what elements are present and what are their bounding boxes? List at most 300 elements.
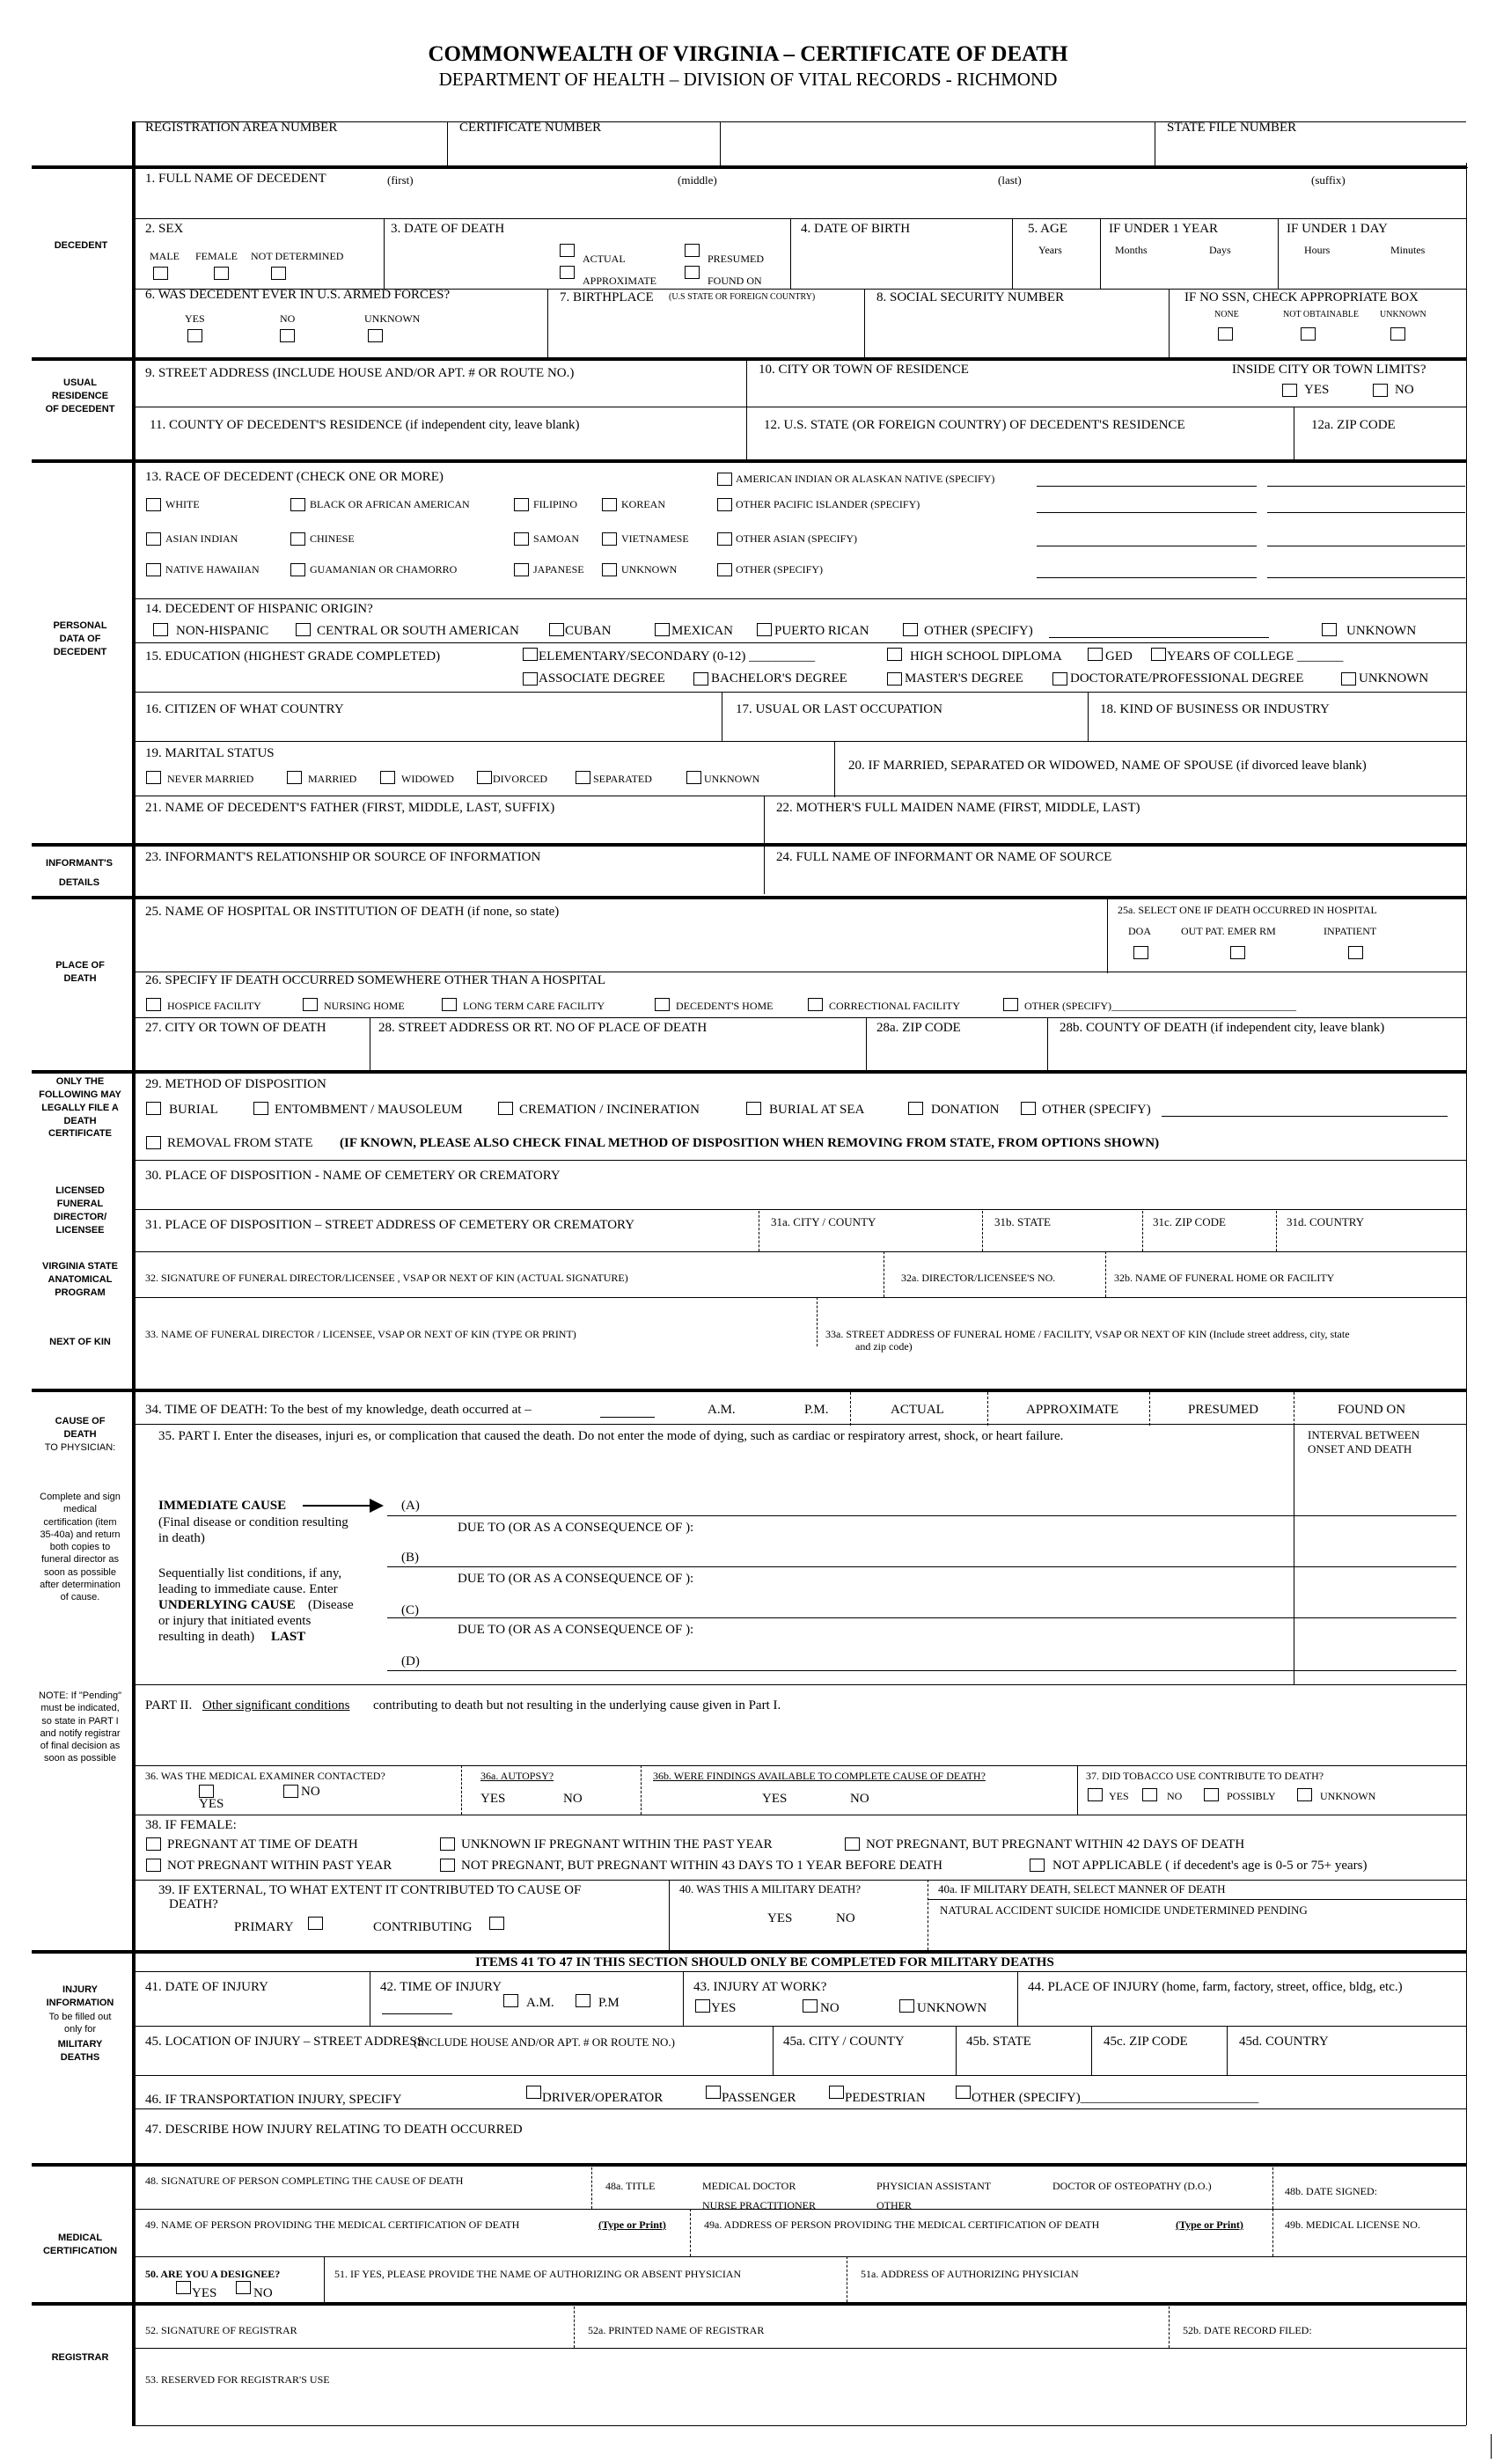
field-28a-label: 28a. ZIP CODE <box>876 1021 961 1035</box>
field-46-label: 46. IF TRANSPORTATION INJURY, SPECIFY <box>145 2093 402 2107</box>
injury-pm-label: P.M <box>598 1996 620 2010</box>
last-label: LAST <box>271 1630 306 1644</box>
race-other-checkbox[interactable] <box>717 563 732 576</box>
armed-yes-label: YES <box>185 312 205 325</box>
injury-time-divider <box>683 1971 684 2026</box>
marital-widowed-checkbox[interactable] <box>380 771 395 784</box>
race-other-pacific-checkbox[interactable] <box>717 498 732 511</box>
field-32a-label: 32a. DIRECTOR/LICENSEE'S NO. <box>901 1272 1056 1284</box>
race-japanese-checkbox[interactable] <box>514 563 529 576</box>
transport-driver-checkbox[interactable] <box>526 2086 541 2099</box>
race-native-hawaiian-checkbox[interactable] <box>146 563 161 576</box>
marital-married-checkbox[interactable] <box>287 771 302 784</box>
row-2-line <box>132 218 1466 219</box>
side-label-virginia: VIRGINIA STATE ANATOMICAL PROGRAM <box>42 1261 118 1298</box>
occupation-divider <box>1088 692 1089 741</box>
hospital-doa-checkbox[interactable] <box>1133 946 1148 959</box>
place-long-term-checkbox[interactable] <box>442 998 457 1011</box>
field-20-label: 20. IF MARRIED, SEPARATED OR WIDOWED, NAME OF SPOUSE (if divorced leave blank) <box>848 759 1367 773</box>
field-7-hint: (U.S STATE OR FOREIGN COUNTRY) <box>669 292 816 302</box>
ssn-unknown-label: UNKNOWN <box>1380 310 1426 319</box>
hispanic-other-label: OTHER (SPECIFY) <box>924 624 1033 638</box>
field-28-label: 28. STREET ADDRESS OR RT. NO OF PLACE OF DEATH <box>378 1021 708 1035</box>
female-42-label: NOT PREGNANT, BUT PREGNANT WITHIN 42 DAYS OF DEATH <box>866 1837 1245 1852</box>
dod-approximate-checkbox[interactable] <box>560 266 575 279</box>
field-13-label: 13. RACE OF DECEDENT (CHECK ONE OR MORE) <box>145 470 444 484</box>
personal-top-line <box>32 459 1466 463</box>
edu-unknown-checkbox[interactable] <box>1341 672 1356 686</box>
field-35-label: 35. PART I. Enter the diseases, injuri es, or complication that caused the death. Do not enter the mode of dying, such as cardiac or respiratory arrest, shock, or heart failure. <box>158 1429 1064 1443</box>
tobacco-yes-label: YES <box>1109 1790 1129 1802</box>
field-31a-label: 31a. CITY / COUNTY <box>771 1215 876 1228</box>
work-no-label: NO <box>820 2001 840 2015</box>
field-38-label: 38. IF FEMALE: <box>145 1818 237 1832</box>
age-divider <box>1100 218 1101 289</box>
inside-city-yes-checkbox[interactable] <box>1282 384 1297 397</box>
ssn-none-label: NONE <box>1214 310 1239 319</box>
edu-college-checkbox[interactable] <box>1151 648 1166 661</box>
side-label-residence: USUAL RESIDENCE OF DECEDENT <box>45 378 115 414</box>
dod-actual-label: ACTUAL <box>583 253 626 265</box>
work-no-checkbox[interactable] <box>803 1999 818 2013</box>
edu-college-label: YEARS OF COLLEGE _______ <box>1167 649 1344 664</box>
row-27-line <box>132 1017 1466 1018</box>
field-50-label: 50. ARE YOU A DESIGNEE? <box>145 2268 281 2280</box>
side-label-disposition: ONLY THE FOLLOWING MAY LEGALLY FILE A DEATH CERTIFICATE <box>39 1076 121 1140</box>
field-37-label: 37. DID TOBACCO USE CONTRIBUTE TO DEATH? <box>1086 1770 1324 1782</box>
disp-removal-checkbox[interactable] <box>146 1136 161 1149</box>
informant-top-line <box>32 843 1466 847</box>
hispanic-unknown-checkbox[interactable] <box>1322 623 1337 636</box>
field-34-label: 34. TIME OF DEATH: To the best of my knowledge, death occurred at – <box>145 1403 532 1417</box>
state-file-number-label: STATE FILE NUMBER <box>1167 121 1297 135</box>
disp-burial-checkbox[interactable] <box>146 1102 161 1115</box>
field-24-label: 24. FULL NAME OF INFORMANT OR NAME OF SOURCE <box>776 850 1112 864</box>
field-42-label: 42. TIME OF INJURY <box>380 1980 502 1994</box>
armed-yes-checkbox[interactable] <box>187 329 202 342</box>
hispanic-cuban-label: CUBAN <box>565 624 612 638</box>
field-10-label: 10. CITY OR TOWN OF RESIDENCE <box>759 363 969 377</box>
marital-separated-checkbox[interactable] <box>576 771 590 784</box>
frame-left-line <box>132 121 136 2425</box>
female-42-checkbox[interactable] <box>845 1837 860 1851</box>
marital-divorced-checkbox[interactable] <box>477 771 492 784</box>
female-unknown-checkbox[interactable] <box>440 1837 455 1851</box>
disp-cremation-label: CREMATION / INCINERATION <box>519 1103 700 1117</box>
edu-unknown-label: UNKNOWN <box>1359 671 1429 686</box>
cause-d-label: (D) <box>401 1654 420 1668</box>
under-year-label: IF UNDER 1 YEAR <box>1109 222 1219 236</box>
dod-actual-checkbox[interactable] <box>560 244 575 257</box>
edu-ged-label: GED <box>1105 649 1133 664</box>
edu-elementary-checkbox[interactable] <box>523 648 538 661</box>
field-47-label: 47. DESCRIBE HOW INJURY RELATING TO DEATH OCCURRED <box>145 2123 523 2137</box>
row-16-line <box>132 692 1466 693</box>
me-yes-checkbox[interactable] <box>199 1785 214 1798</box>
sex-not-determined-checkbox[interactable] <box>271 267 286 280</box>
top-divider-2 <box>720 121 721 167</box>
due-to-1: DUE TO (OR AS A CONSEQUENCE OF ): <box>458 1521 694 1535</box>
street-death-divider <box>866 1017 867 1070</box>
field-15-label: 15. EDUCATION (HIGHEST GRADE COMPLETED) <box>145 649 441 664</box>
race-black-checkbox[interactable] <box>290 498 305 511</box>
edu-high-school-checkbox[interactable] <box>887 648 902 661</box>
hispanic-other-checkbox[interactable] <box>903 623 918 636</box>
residence-top-line <box>32 357 1466 361</box>
designee-no-checkbox[interactable] <box>236 2281 251 2294</box>
external-contributing-checkbox[interactable] <box>489 1917 504 1930</box>
place-hospice-label: HOSPICE FACILITY <box>167 1000 261 1012</box>
field-33a-label-2: and zip code) <box>855 1340 913 1353</box>
disp-donation-label: DONATION <box>931 1103 1000 1117</box>
race-american-indian-checkbox[interactable] <box>717 473 732 486</box>
row-50-line <box>132 2256 1466 2257</box>
race-white-checkbox[interactable] <box>146 498 161 511</box>
race-korean-checkbox[interactable] <box>602 498 617 511</box>
female-na-checkbox[interactable] <box>1030 1859 1045 1872</box>
sequence-note-3: (Disease <box>308 1598 354 1612</box>
tod-am-label: A.M. <box>708 1403 736 1417</box>
race-white-label: WHITE <box>165 498 200 510</box>
page-edge-mark <box>1491 2434 1492 2459</box>
ssn-none-checkbox[interactable] <box>1218 327 1233 341</box>
armed-unknown-label: UNKNOWN <box>364 312 421 325</box>
place-correctional-label: CORRECTIONAL FACILITY <box>829 1000 960 1012</box>
injury-am-label: A.M. <box>526 1996 554 2010</box>
race-other-label: OTHER (SPECIFY) <box>736 563 824 576</box>
autopsy-no-label: NO <box>563 1792 583 1806</box>
disp-city-divider <box>982 1211 983 1251</box>
female-pregnant-checkbox[interactable] <box>146 1837 161 1851</box>
marital-separated-label: SEPARATED <box>593 773 652 785</box>
field-44-label: 44. PLACE OF INJURY (home, farm, factory, street, office, bldg, etc.) <box>1028 1980 1403 1994</box>
immediate-note-1: (Final disease or condition resulting <box>158 1515 348 1529</box>
fd-name-divider <box>817 1297 818 1346</box>
ssn-not-obtainable-checkbox[interactable] <box>1301 327 1316 341</box>
field-51a-label: 51a. ADDRESS OF AUTHORIZING PHYSICIAN <box>861 2268 1079 2280</box>
row-47-line <box>132 2108 1466 2109</box>
armed-unknown-checkbox[interactable] <box>368 329 383 342</box>
injury-top-line <box>32 1950 1466 1954</box>
field-4-label: 4. DATE OF BIRTH <box>801 222 911 236</box>
tod-actual-label: ACTUAL <box>891 1403 944 1417</box>
disp-entombment-checkbox[interactable] <box>253 1102 268 1115</box>
cause-top-line <box>32 1389 1466 1392</box>
disposition-top-line <box>32 1070 1466 1074</box>
external-divider <box>669 1880 670 1950</box>
transport-passenger-label: PASSENGER <box>722 2091 796 2105</box>
tod-divider-2 <box>987 1392 988 1426</box>
sex-female-checkbox[interactable] <box>214 267 229 280</box>
cause-b-line <box>387 1566 1456 1567</box>
hispanic-puerto-label: PUERTO RICAN <box>774 624 869 638</box>
field-33-label: 33. NAME OF FUNERAL DIRECTOR / LICENSEE, VSAP OR NEXT OF KIN (TYPE OR PRINT) <box>145 1328 576 1340</box>
race-black-label: BLACK OR AFRICAN AMERICAN <box>310 498 470 510</box>
dod-found-on-checkbox[interactable] <box>685 266 700 279</box>
side-label-cause: CAUSE OF DEATH <box>55 1416 106 1440</box>
designee-divider <box>324 2256 325 2302</box>
place-home-checkbox[interactable] <box>655 998 670 1011</box>
ssn-not-obtainable-label: NOT OBTAINABLE <box>1283 310 1359 319</box>
findings-yes-label: YES <box>762 1792 788 1806</box>
licensee-divider <box>1105 1251 1106 1297</box>
due-to-2: DUE TO (OR AS A CONSEQUENCE OF ): <box>458 1572 694 1586</box>
field-33a-label: 33a. STREET ADDRESS OF FUNERAL HOME / FACILITY, VSAP OR NEXT OF KIN (Include street address, city, state <box>825 1328 1350 1340</box>
hispanic-central-checkbox[interactable] <box>296 623 311 636</box>
field-45-label: 45. LOCATION OF INJURY – STREET ADDRESS <box>145 2035 425 2049</box>
me-no-checkbox[interactable] <box>283 1785 298 1798</box>
edu-associate-checkbox[interactable] <box>523 672 538 686</box>
hispanic-non-checkbox[interactable] <box>153 623 168 636</box>
race-vietnamese-checkbox[interactable] <box>602 532 617 546</box>
tod-presumed-label: PRESUMED <box>1188 1403 1259 1417</box>
hispanic-mexican-checkbox[interactable] <box>655 623 670 636</box>
name-first-hint: (first) <box>387 173 414 187</box>
due-to-3: DUE TO (OR AS A CONSEQUENCE OF ): <box>458 1623 694 1637</box>
certificate-number-label: CERTIFICATE NUMBER <box>459 121 602 135</box>
medical-top-line <box>32 2163 1466 2167</box>
field-25a-label: 25a. SELECT ONE IF DEATH OCCURRED IN HOSPITAL <box>1118 904 1377 916</box>
disp-zip-divider <box>1276 1211 1277 1251</box>
edu-doctorate-checkbox[interactable] <box>1052 672 1067 686</box>
race-unknown-label: UNKNOWN <box>621 563 678 576</box>
part2-underlined: Other significant conditions <box>202 1698 350 1712</box>
informant-divider <box>764 843 765 894</box>
row-45-line <box>132 2026 1466 2027</box>
field-49a-label: 49a. ADDRESS OF PERSON PROVIDING THE MEDICAL CERTIFICATION OF DEATH <box>704 2218 1100 2231</box>
race-chinese-label: CHINESE <box>310 532 355 545</box>
tobacco-possibly-checkbox[interactable] <box>1204 1788 1219 1801</box>
sequence-note-2: leading to immediate cause. Enter <box>158 1582 338 1596</box>
race-filipino-checkbox[interactable] <box>514 498 529 511</box>
designee-yes-checkbox[interactable] <box>176 2281 191 2294</box>
arrow-icon <box>370 1499 384 1513</box>
disp-donation-checkbox[interactable] <box>908 1102 923 1115</box>
sequence-note-1: Sequentially list conditions, if any, <box>158 1566 342 1580</box>
field-45d-label: 45d. COUNTRY <box>1239 2035 1329 2049</box>
marital-unknown-label: UNKNOWN <box>704 773 760 785</box>
hospital-inpatient-checkbox[interactable] <box>1348 946 1363 959</box>
work-unknown-checkbox[interactable] <box>899 1999 914 2013</box>
part2-label: PART II. <box>145 1698 193 1712</box>
field-52-label: 52. SIGNATURE OF REGISTRAR <box>145 2324 297 2336</box>
race-other-asian-checkbox[interactable] <box>717 532 732 546</box>
dod-presumed-checkbox[interactable] <box>685 244 700 257</box>
title-md-label: MEDICAL DOCTOR <box>702 2180 796 2192</box>
field-36-label: 36. WAS THE MEDICAL EXAMINER CONTACTED? <box>145 1770 385 1782</box>
field-39-label-2: DEATH? <box>169 1897 218 1911</box>
side-label-cause-to: TO PHYSICIAN: <box>44 1442 116 1453</box>
ssn-unknown-checkbox[interactable] <box>1390 327 1405 341</box>
race-asian-indian-checkbox[interactable] <box>146 532 161 546</box>
loc-street-divider <box>773 2026 774 2075</box>
row-39-line <box>132 1880 1466 1881</box>
me-no-label: NO <box>301 1785 320 1799</box>
field-19-label: 19. MARITAL STATUS <box>145 746 275 760</box>
place-correctional-checkbox[interactable] <box>808 998 823 1011</box>
no-ssn-label: IF NO SSN, CHECK APPROPRIATE BOX <box>1184 290 1419 304</box>
field-22-label: 22. MOTHER'S FULL MAIDEN NAME (FIRST, MIDDLE, LAST) <box>776 801 1140 815</box>
me-yes-label: YES <box>199 1797 224 1811</box>
disp-state-divider <box>1142 1211 1143 1251</box>
field-40-label: 40. WAS THIS A MILITARY DEATH? <box>679 1882 862 1896</box>
cert-name-divider <box>690 2209 691 2256</box>
race-samoan-label: SAMOAN <box>533 532 580 545</box>
field-8-label: 8. SOCIAL SECURITY NUMBER <box>876 290 1065 304</box>
external-primary-checkbox[interactable] <box>308 1917 323 1930</box>
race-unknown-checkbox[interactable] <box>602 563 617 576</box>
side-label-personal: PERSONAL DATA OF DECEDENT <box>53 620 107 657</box>
autopsy-yes-label: YES <box>480 1792 506 1806</box>
edu-master-checkbox[interactable] <box>887 672 902 686</box>
field-45a-label: 45a. CITY / COUNTY <box>783 2035 905 2049</box>
race-guamanian-checkbox[interactable] <box>290 563 305 576</box>
female-not-year-label: NOT PREGNANT WITHIN PAST YEAR <box>167 1859 392 1873</box>
field-7-label: 7. BIRTHPLACE <box>560 290 654 304</box>
hispanic-other-line <box>1049 637 1269 638</box>
edu-elementary-label: ELEMENTARY/SECONDARY (0-12) __________ <box>539 649 816 664</box>
side-note-injury: To be filled out only for <box>48 2012 112 2035</box>
inside-city-no-checkbox[interactable] <box>1373 384 1388 397</box>
transport-passenger-checkbox[interactable] <box>706 2086 721 2099</box>
race-native-hawaiian-label: NATIVE HAWAIIAN <box>165 563 260 576</box>
field-51-label: 51. IF YES, PLEASE PROVIDE THE NAME OF AUTHORIZING OR ABSENT PHYSICIAN <box>334 2268 742 2280</box>
loc-state-divider <box>1091 2026 1092 2075</box>
tobacco-no-label: NO <box>1167 1790 1183 1802</box>
dob-divider <box>1012 218 1013 289</box>
marital-widowed-label: WIDOWED <box>401 773 454 785</box>
injury-pm-checkbox[interactable] <box>576 1994 590 2007</box>
disp-cremation-checkbox[interactable] <box>498 1102 513 1115</box>
time-of-death-line <box>600 1417 655 1418</box>
loc-zip-divider <box>1227 2026 1228 2075</box>
interval-label: INTERVAL BETWEEN <box>1308 1428 1420 1441</box>
place-nursing-checkbox[interactable] <box>303 998 318 1011</box>
transport-pedestrian-checkbox[interactable] <box>829 2086 844 2099</box>
hispanic-non-label: NON-HISPANIC <box>176 624 269 638</box>
designee-yes-label: YES <box>192 2286 217 2300</box>
field-48-label: 48. SIGNATURE OF PERSON COMPLETING THE CAUSE OF DEATH <box>145 2174 464 2187</box>
female-43-checkbox[interactable] <box>440 1859 455 1872</box>
place-other-checkbox[interactable] <box>1003 998 1018 1011</box>
race-american-indian-line-1 <box>1037 486 1257 487</box>
top-divider-1 <box>447 121 448 167</box>
cert-addr-divider <box>1272 2209 1273 2256</box>
row-53-line <box>132 2348 1466 2349</box>
side-note-pending: NOTE: If "Pending" must be indicated, so state in PART I and notify registrar of final decision as soon as possible <box>39 1690 122 1764</box>
marital-never-checkbox[interactable] <box>146 771 161 784</box>
registration-area-label: REGISTRATION AREA NUMBER <box>145 121 338 135</box>
under-day-label: IF UNDER 1 DAY <box>1287 222 1388 236</box>
sequence-note-4: or injury that initiated events <box>158 1614 312 1628</box>
hispanic-puerto-checkbox[interactable] <box>757 623 772 636</box>
work-yes-checkbox[interactable] <box>695 1999 710 2013</box>
transport-other-label: OTHER (SPECIFY)___________________________ <box>972 2091 1259 2105</box>
military-manners-label: NATURAL ACCIDENT SUICIDE HOMICIDE UNDETERMINED PENDING <box>940 1903 1308 1917</box>
place-other-label: OTHER (SPECIFY)___________________________________ <box>1024 1000 1297 1012</box>
sex-male-checkbox[interactable] <box>153 267 168 280</box>
armed-divider <box>547 289 548 357</box>
tobacco-yes-checkbox[interactable] <box>1088 1788 1103 1801</box>
female-not-year-checkbox[interactable] <box>146 1859 161 1872</box>
age-minutes-label: Minutes <box>1390 244 1426 256</box>
place-hospice-checkbox[interactable] <box>146 998 161 1011</box>
row-33-line <box>132 1297 1466 1298</box>
side-label-military: MILITARY DEATHS <box>57 2039 103 2063</box>
race-other-line-2 <box>1267 577 1465 578</box>
field-27-label: 27. CITY OR TOWN OF DEATH <box>145 1021 326 1035</box>
field-1-label: 1. FULL NAME OF DECEDENT <box>145 172 326 186</box>
field-48b-label: 48b. DATE SIGNED: <box>1285 2185 1377 2197</box>
field-18-label: 18. KIND OF BUSINESS OR INDUSTRY <box>1100 702 1330 716</box>
field-36b-label: 36b. WERE FINDINGS AVAILABLE TO COMPLETE CAUSE OF DEATH? <box>653 1770 986 1782</box>
marital-married-label: MARRIED <box>308 773 357 785</box>
row-19-line <box>132 741 1466 742</box>
edu-bachelor-checkbox[interactable] <box>693 672 708 686</box>
age-days-label: Days <box>1209 244 1231 256</box>
hispanic-mexican-label: MEXICAN <box>671 624 733 638</box>
onset-label: ONSET AND DEATH <box>1308 1442 1412 1456</box>
place-top-line <box>32 896 1466 899</box>
cause-a-line <box>387 1515 1456 1516</box>
race-chinese-checkbox[interactable] <box>290 532 305 546</box>
cause-c-label: (C) <box>401 1603 419 1617</box>
tod-found-on-label: FOUND ON <box>1338 1403 1406 1417</box>
title-do-label: DOCTOR OF OSTEOPATHY (D.O.) <box>1052 2180 1212 2192</box>
tobacco-no-checkbox[interactable] <box>1142 1788 1157 1801</box>
external-primary-label: PRIMARY <box>234 1920 294 1934</box>
race-american-indian-line-2 <box>1267 486 1465 487</box>
hispanic-unknown-label: UNKNOWN <box>1346 624 1417 638</box>
edu-doctorate-label: DOCTORATE/PROFESSIONAL DEGREE <box>1070 671 1304 686</box>
part2-text: contributing to death but not resulting in the underlying cause given in Part I. <box>373 1698 781 1712</box>
disp-burial-sea-checkbox[interactable] <box>746 1102 761 1115</box>
edu-ged-checkbox[interactable] <box>1088 648 1103 661</box>
field-31b-label: 31b. STATE <box>994 1215 1051 1228</box>
tobacco-unknown-checkbox[interactable] <box>1297 1788 1312 1801</box>
reg-sig-divider <box>574 2302 575 2348</box>
field-48a-label: 48a. TITLE <box>605 2180 656 2192</box>
dod-presumed-label: PRESUMED <box>708 253 765 265</box>
field-32-label: 32. SIGNATURE OF FUNERAL DIRECTOR/LICENSEE , VSAP OR NEXT OF KIN (ACTUAL SIGNATURE) <box>145 1272 628 1284</box>
disp-other-checkbox[interactable] <box>1021 1102 1036 1115</box>
under-year-divider <box>1278 218 1279 289</box>
field-52b-label: 52b. DATE RECORD FILED: <box>1183 2324 1312 2336</box>
marital-unknown-checkbox[interactable] <box>686 771 701 784</box>
hospital-outpat-checkbox[interactable] <box>1230 946 1245 959</box>
female-na-label: NOT APPLICABLE ( if decedent's age is 0-5 or 75+ years) <box>1052 1859 1368 1873</box>
armed-no-checkbox[interactable] <box>280 329 295 342</box>
sequence-note-5: resulting in death) <box>158 1630 255 1644</box>
race-samoan-checkbox[interactable] <box>514 532 529 546</box>
side-label-licensed: LICENSED FUNERAL DIRECTOR/ LICENSEE <box>53 1185 107 1236</box>
disp-burial-label: BURIAL <box>169 1103 218 1117</box>
edu-associate-label: ASSOCIATE DEGREE <box>539 671 665 686</box>
row-35-line <box>132 1424 1466 1425</box>
transport-other-checkbox[interactable] <box>956 2086 971 2099</box>
name-suffix-hint: (suffix) <box>1311 173 1346 187</box>
sig-title-divider <box>591 2163 592 2209</box>
field-29-label: 29. METHOD OF DISPOSITION <box>145 1077 326 1091</box>
disp-entombment-label: ENTOMBMENT / MAUSOLEUM <box>275 1103 463 1117</box>
field-45c-label: 45c. ZIP CODE <box>1104 2035 1188 2049</box>
cause-c-line <box>387 1617 1456 1618</box>
injury-am-checkbox[interactable] <box>503 1994 518 2007</box>
loc-city-divider <box>956 2026 957 2075</box>
hispanic-cuban-checkbox[interactable] <box>549 623 564 636</box>
injury-time-line <box>382 2013 452 2014</box>
side-label-place: PLACE OF DEATH <box>55 960 105 984</box>
